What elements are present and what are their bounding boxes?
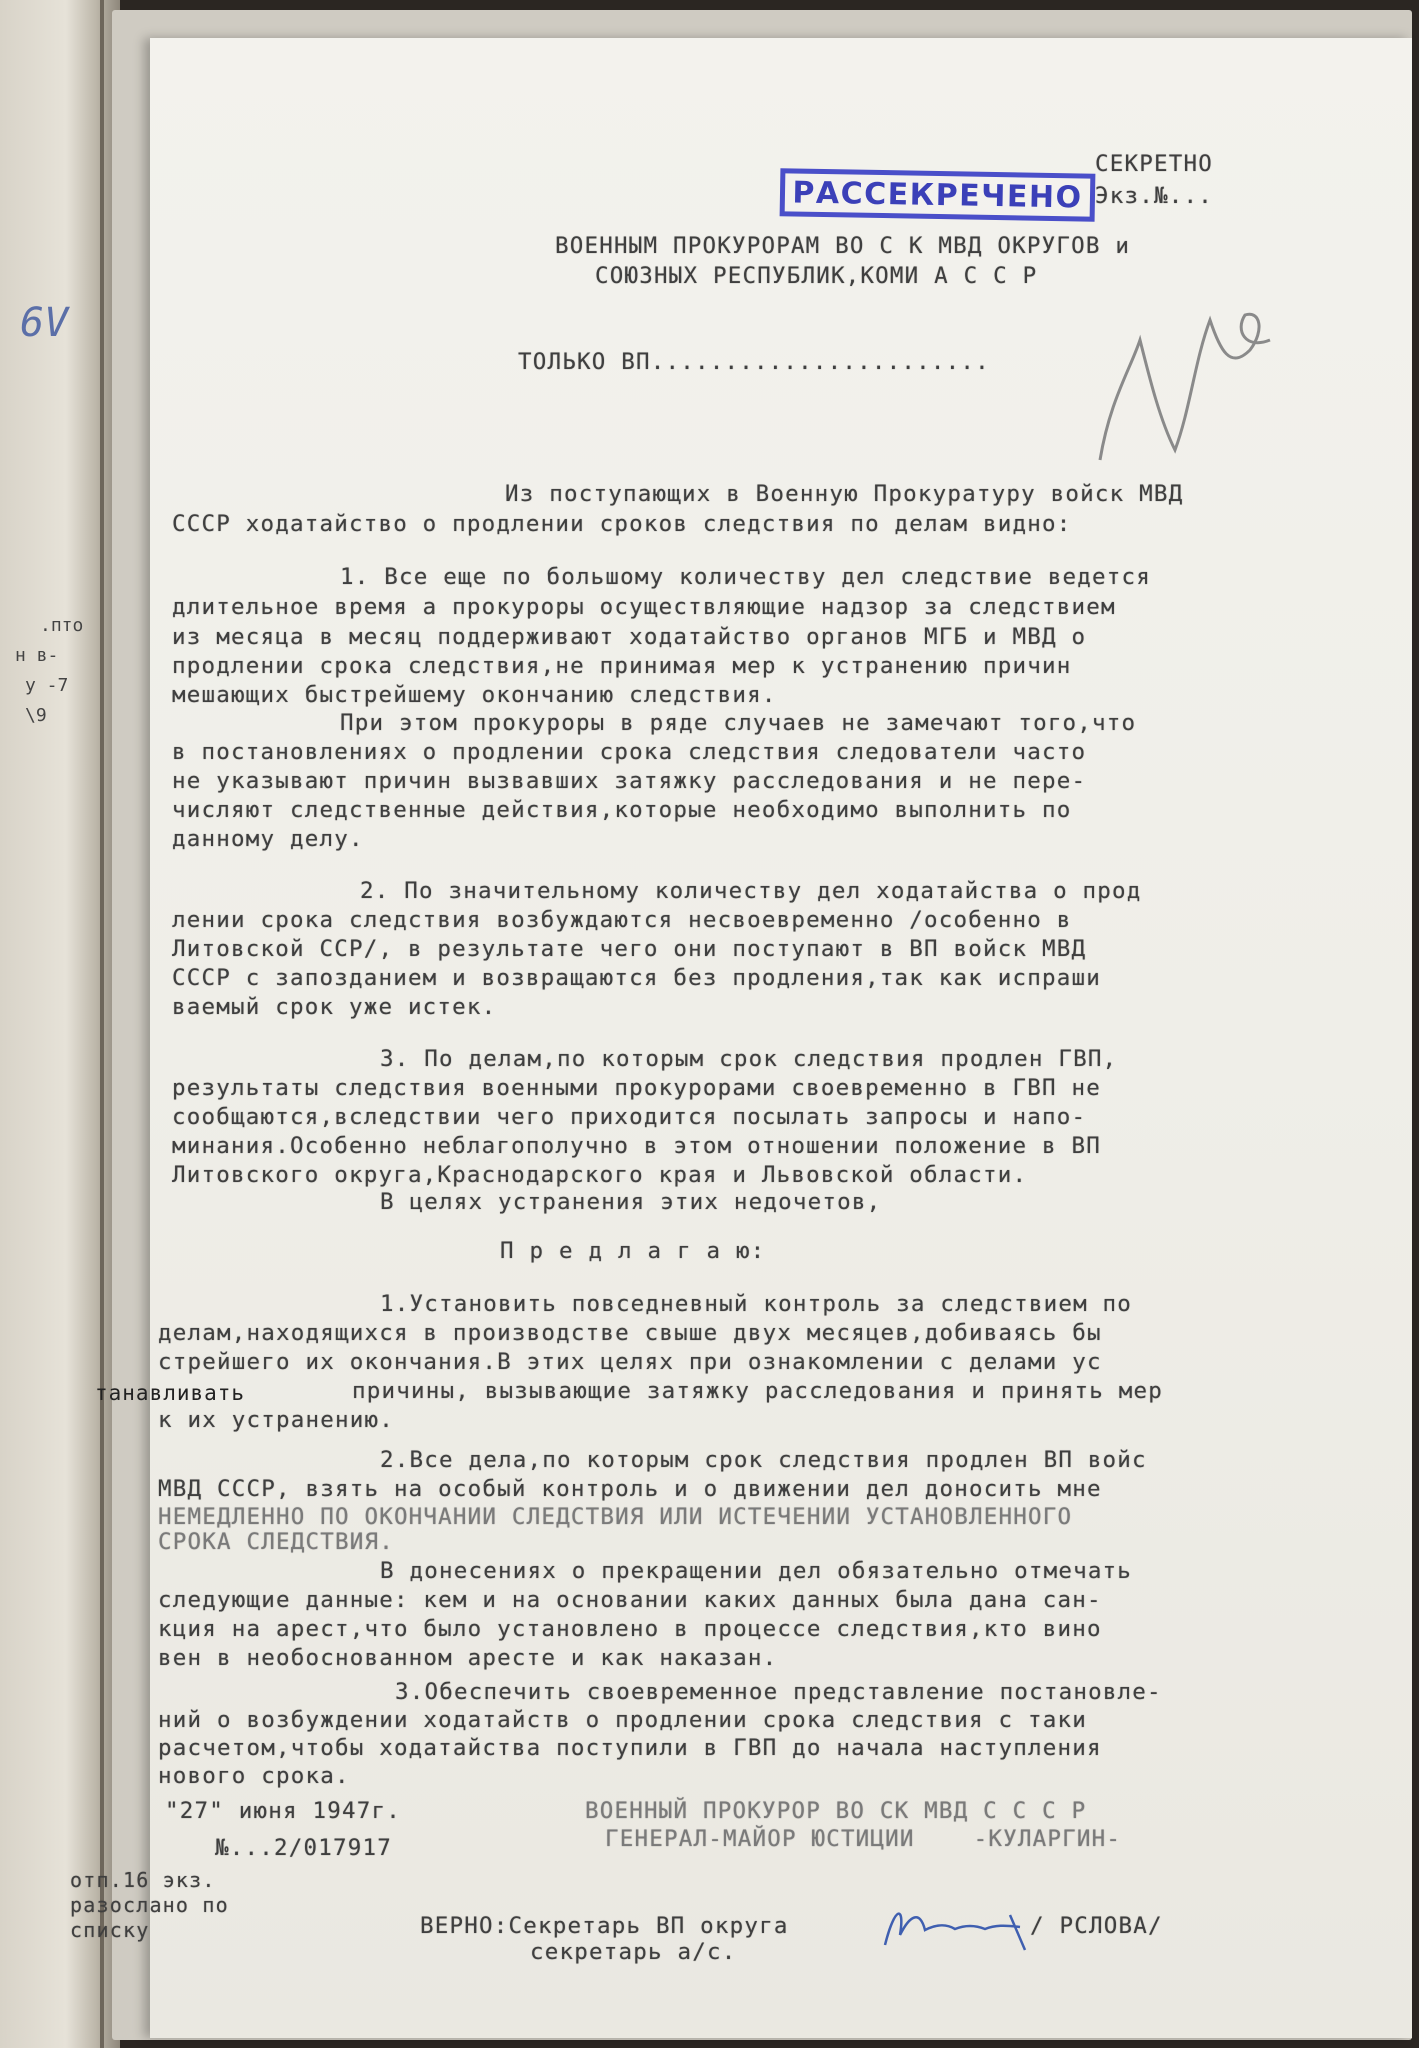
binder-edge: [100, 0, 104, 2048]
declassified-stamp: РАССЕКРЕЧЕНО: [780, 168, 1096, 221]
margin-note-handwritten: 6V: [20, 300, 69, 346]
proposal-line: 2.Все дела,по которым срок следствия продлен ВП войс: [380, 1447, 1147, 1473]
verified-line: ВЕРНО:Секретарь ВП округа: [420, 1913, 789, 1939]
handwritten-mark: [1080, 280, 1280, 490]
proposal-line: стрейшего их окончания.В этих целях при ознакомлении с делами ус: [158, 1349, 1102, 1375]
classification-label: СЕКРЕТНО: [1095, 151, 1213, 177]
proposal-line: делам,находящихся в производстве свыше двух месяцев,добиваясь бы: [158, 1320, 1102, 1346]
paragraph-line: Литовского округа,Краснодарского края и Львовской области.: [172, 1162, 1028, 1188]
distribution-line: отп.16 экз.: [70, 1868, 216, 1892]
proposal-line: НЕМЕДЛЕННО ПО ОКОНЧАНИИ СЛЕДСТВИЯ ИЛИ ИСТЕЧЕНИИ УСТАНОВЛЕННОГО: [158, 1504, 1073, 1530]
proposal-line: следующие данные: кем и на основании каких данных была дана сан-: [158, 1587, 1102, 1613]
paragraph-line: СССР с запозданием и возвращаются без продления,так как испраши: [172, 965, 1102, 991]
proposal-line: В донесениях о прекращении дел обязательно отмечать: [380, 1558, 1133, 1584]
proposal-line: 1.Установить повседневный контроль за следствием по: [380, 1291, 1133, 1317]
addressee-line: СОЮЗНЫХ РЕСПУБЛИК,КОМИ А С С Р: [595, 263, 1038, 289]
paragraph-line: продлении срока следствия,не принимая мер к устранению причин: [172, 653, 1072, 679]
verified-line: секретарь а/с.: [530, 1939, 737, 1965]
intro-line: Из поступающих в Военную Прокуратуру войск МВД: [505, 481, 1184, 507]
signature-title: ВОЕННЫЙ ПРОКУРОР ВО СК МВД С С С Р: [585, 1798, 1087, 1824]
paragraph-line: лении срока следствия возбуждаются несвоевременно /особенно в: [172, 907, 1072, 933]
paragraph-line: длительное время а прокуроры осуществляющие надзор за следствием: [172, 594, 1116, 620]
document-number: №...2/017917: [215, 1835, 392, 1861]
verified-name: / РСЛОВА/: [1030, 1913, 1163, 1939]
paragraph-line: минания.Особенно неблагополучно в этом отношении положение в ВП: [172, 1133, 1102, 1159]
paragraph-line: в постановлениях о продлении срока следствия следователи часто: [172, 739, 1087, 765]
proposal-line: причины, вызывающие затяжку расследования и принять мер: [352, 1378, 1164, 1404]
paragraph-line: В целях устранения этих недочетов,: [380, 1189, 882, 1215]
paragraph-line: не указывают причин вызвавших затяжку расследования и не пере-: [172, 768, 1087, 794]
paragraph-line: числяют следственные действия,которые необходимо выполнить по: [172, 797, 1072, 823]
paragraph-line: результаты следствия военными прокурорами своевременно в ГВП не: [172, 1075, 1102, 1101]
margin-note: н в-: [15, 645, 59, 666]
proposal-line: к их устранению.: [158, 1407, 394, 1433]
paragraph-line: из месяца в месяц поддерживают ходатайство органов МГБ и МВД о: [172, 624, 1087, 650]
date-line: "27" июня 1947г.: [165, 1798, 401, 1824]
paragraph-line: 1. Все еще по большому количеству дел следствие ведется: [340, 564, 1152, 590]
proposal-line: нового срока.: [158, 1763, 350, 1789]
ink-signature: [880, 1895, 1050, 1965]
proposal-line: расчетом,чтобы ходатайства поступили в ГВП до начала наступления: [158, 1735, 1102, 1761]
paragraph-line: данному делу.: [172, 826, 364, 852]
distribution-line: списку: [70, 1918, 150, 1942]
paragraph-line: сообщаются,вследствии чего приходится посылать запросы и напо-: [172, 1104, 1087, 1130]
inserted-word: танавливать: [95, 1381, 246, 1405]
margin-note: у -7: [25, 675, 69, 696]
proposal-line: СРОКА СЛЕДСТВИЯ.: [158, 1529, 394, 1555]
proposal-line: МВД СССР, взять на особый контроль и о движении дел доносить мне: [158, 1476, 1102, 1502]
paragraph-line: При этом прокуроры в ряде случаев не замечают того,что: [340, 710, 1137, 736]
paragraph-line: мешающих быстрейшему окончанию следствия.: [172, 682, 777, 708]
margin-note: .пто: [40, 615, 84, 636]
distribution-only-line: ТОЛЬКО ВП.......................: [518, 349, 990, 375]
propose-heading: П р е д л а г а ю:: [500, 1238, 766, 1264]
paragraph-line: ваемый срок уже истек.: [172, 994, 497, 1020]
proposal-line: вен в необоснованном аресте и как наказан.: [158, 1645, 778, 1671]
paragraph-line: Литовской ССР/, в результате чего они поступают в ВП войск МВД: [172, 936, 1087, 962]
paragraph-line: 3. По делам,по которым срок следствия продлен ГВП,: [380, 1046, 1118, 1072]
margin-note: \9: [25, 705, 47, 726]
intro-line: СССР ходатайство о продлении сроков следствия по делам видно:: [172, 511, 1072, 537]
proposal-line: кция на арест,что было установлено в процессе следствия,кто вино: [158, 1616, 1102, 1642]
proposal-line: ний о возбуждении ходатайств о продлении срока следствия с таки: [158, 1707, 1088, 1733]
proposal-line: 3.Обеспечить своевременное представление постановле-: [395, 1679, 1162, 1705]
signature-title: ГЕНЕРАЛ-МАЙОР ЮСТИЦИИ -КУЛАРГИН-: [605, 1826, 1122, 1852]
distribution-line: разослано по: [70, 1893, 229, 1917]
paragraph-line: 2. По значительному количеству дел ходатайства о прод: [360, 878, 1142, 904]
copy-number: Экз.№...: [1095, 183, 1213, 209]
addressee-line: ВОЕННЫМ ПРОКУРОРАМ ВО С К МВД ОКРУГОВ и: [555, 233, 1131, 259]
